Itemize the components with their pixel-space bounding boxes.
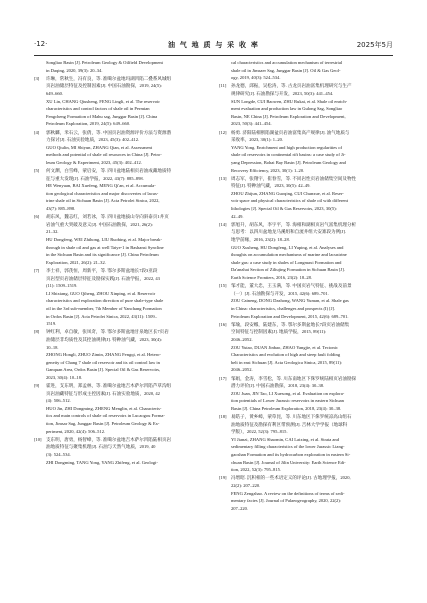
reference-line: GUO Qiulin, MI Shiyun, ZHANG Qian, et al. Assessment — [46, 144, 153, 150]
reference-entry — [219, 474, 393, 512]
reference-line: leum Geology & Experiment, 2023, 45(3): 402–412. — [46, 159, 142, 165]
reference-line: ZOU Yutao, DUAN Jinbao, ZHAO Yangjie, et al. Tectonic — [231, 344, 338, 350]
reference-line: 霍进，支东明，郑孟林，等. 准噶尔盆地吉木萨尔凹陷芦草沟组 — [46, 383, 172, 389]
page-number: ·12· — [34, 40, 48, 48]
reference-line: HU Dongfeng, WEI Zhihong, LIU Ruobing, et al. Major break- — [46, 237, 162, 243]
reference-line: 郭旭升，胡东风，李宇平，等. 海相和湖相页岩气富集机理分析 — [231, 221, 357, 227]
reference-number: [3] — [34, 75, 40, 81]
reference-line: through in shale oil and gas at well Taiye-1 in Bashansi Syncline — [46, 244, 164, 250]
reference-line: ZOU Juan, JIN Tao, LI Xuesong, et al. Evaluation on explora- — [231, 390, 345, 396]
reference-line: LI Shixiang, GUO Qiheng, ZHOU Xinping, et al. Reservoir — [46, 290, 156, 296]
reference-line: 胡东风，魏志红，刘若冰，等. 四川盆地拔山寺向斜泰页1井页 — [46, 214, 169, 220]
reference-line: 征与重大发现[J]. 石油学报，2022, 43(7): 885–898. — [46, 175, 144, 181]
reference-entry — [219, 221, 393, 282]
reference-line: 易皓子，黄乡嶂，蒙草昆，等. 川东地区下侏罗统凉高山组石 — [231, 414, 352, 420]
reference-entry — [34, 75, 208, 128]
header-rule — [34, 55, 393, 56]
reference-line: shale oil reservoirs in continental rift basins: a case study of Ji- — [231, 152, 346, 158]
reference-line: in Ordos Basin [J]. Acta Petrolei Sinica, 2022, 43(11): 1509– — [46, 313, 157, 319]
references-left-column — [34, 59, 208, 467]
reference-line: 2046–2052. — [231, 367, 253, 373]
reference-line: cal characteristics and accumulation mechanism of terrestrial — [231, 60, 343, 65]
reference-number: [12] — [219, 129, 227, 135]
reference-line: 潜力评价[J]. 中国石油勘探，2018, 23(4): 30–38. — [231, 383, 325, 389]
reference-line: 岩油气重大突破及意义[J]. 中国石油勘探，2021, 26(2): — [46, 221, 153, 227]
reference-line: 学版），2022, 52(3): 795–815. — [231, 429, 288, 435]
reference-line: tion, 2022, 52(3): 795–815. — [231, 467, 282, 473]
reference-line: Ganquan Area, Ordos Basin [J]. Special Oil & Gas Reservoirs, — [46, 367, 161, 373]
reference-line: yang Depression, Bohai Bay Basin [J]. Petroleum Geology and — [231, 159, 346, 165]
reference-line: characteristics and control factors of shale oil in Permian — [46, 106, 150, 112]
reference-line: 页岩油藏特征与形成主控因素[J]. 石油实验地质，2020, 42 — [46, 390, 160, 396]
reference-line: ogy, 2019, 40(3): 524–534. — [231, 75, 281, 81]
reference-number: [8] — [34, 329, 40, 335]
reference-entry — [219, 282, 393, 320]
reference-line: Fengcheng Formation of Mahu sag, Junggar Basin [J]. China — [46, 113, 158, 119]
reference-line: 207–220. — [231, 505, 249, 511]
reference-line: 页岩型页岩油储层特征及勘探实践[J]. 石油学报，2022, 43 — [46, 275, 160, 281]
journal-title: 油 气 地 质 与 采 收 率 — [167, 41, 260, 49]
reference-line: 特征[J]. 特种油气藏，2023, 30(5): 42–49. — [231, 183, 311, 189]
reference-line: characteristics and exploration direction of pure shale-type shale — [46, 298, 164, 304]
reference-line: 与思考：以四川盆地龙马溪组和自流井组大安寨段为例[J]. — [231, 229, 347, 235]
reference-line: 2046–2052. — [231, 336, 253, 342]
reference-line: 规律研究[J]. 石油勘探与开发，2023, 50(3): 441–454. — [231, 90, 334, 96]
reference-line: Characteristics and evolution of high and steep fault folding — [231, 352, 341, 358]
reference-line: Earth Science Frontiers, 2016, 23(2): 18–28. — [231, 275, 313, 280]
reference-entry — [219, 321, 393, 374]
reference-number: [7] — [34, 268, 40, 273]
reference-line: （一）[J]. 石油勘探与开发，2015, 42(6): 689–701. — [231, 290, 329, 296]
reference-line: 22(2): 207–220. — [231, 483, 261, 488]
reference-line: 油储层非均质性及其控油规律[J]. 特种油气藏，2023, 30(4): — [46, 336, 162, 342]
reference-line: methods and potential of shale oil resources in China [J]. Petro- — [46, 152, 162, 158]
reference-line: in China: characteristics, challenges and prospects (I) [J]. — [231, 305, 336, 311]
reference-line: GUO Xusheng, HU Dongfeng, LI Yuping, et al. Analyses and — [231, 244, 344, 250]
reference-line: in the Sichuan Basin and its significance [J]. China Petroleum — [46, 252, 159, 258]
reference-line: 油地质特征及勘探有利区带预测[J]. 吉林大学学报（地球科 — [231, 421, 348, 427]
reference-number: [13] — [219, 175, 227, 181]
reference-line: 2023, 50(3): 441–454. — [231, 121, 272, 127]
reference-line: 力探讨[J]. 石油实验地质，2023, 45(3): 402–412. — [46, 137, 140, 143]
reference-number: [15] — [219, 283, 227, 289]
reference-line: 李士祥，郭芪恒，周新平，等. 鄂尔多斯盆地长7段3亚段 — [46, 268, 158, 273]
reference-line: gaoshan Formation and its hydrocarbon exploration in eastern Si- — [231, 452, 351, 458]
reference-number: [6] — [34, 214, 40, 220]
reference-entry — [219, 82, 393, 128]
reference-line: HE Wenyuan, BAI Xuefeng, MENG Qi'an, et al. Accumula- — [46, 183, 156, 189]
reference-line: belt in east Sichuan [J]. Acta Geologica Sinica, 2015, 89(11): — [231, 359, 343, 365]
reference-line: 杨勇. 济阳陆相断陷湖盆页岩油富集高产规律[J]. 油气地质与 — [231, 129, 350, 135]
reference-line: ZHI Dongming, TANG Yong, YANG Zhifeng, et al. Geologi- — [46, 459, 158, 465]
reference-number: [14] — [219, 221, 227, 227]
reference-number: [17] — [219, 375, 227, 381]
reference-line: 何文渊，白雪峰，蒙启安，等. 四川盆地陆相页岩油成藏地质特 — [46, 168, 172, 174]
reference-number: [11] — [219, 83, 227, 89]
reference-line: tion geological characteristics and major discoveries of lacus- — [46, 190, 159, 196]
reference-line: chuan Basin [J]. Journal of Jilin University: Earth Science Edi- — [231, 459, 346, 465]
reference-entry — [219, 59, 393, 82]
reference-entry — [34, 328, 208, 381]
reference-line: 邹才能，董大忠，王玉满，等. 中国页岩气特征、挑战及前景 — [231, 283, 352, 289]
reference-line: Petroleum Exploration, 2019, 24(5): 649–660. — [46, 121, 131, 127]
reference-line: 邹瑜，段安娜，陆建东，等. 鄂尔多斯盆地长7段页岩油储集 — [231, 321, 350, 327]
reference-line: voir space and physical characteristics of shale oil with different — [231, 198, 348, 204]
reference-line: Basin [J]. China Petroleum Exploration, 2018, 23(4): 30–38. — [231, 405, 342, 411]
reference-line: shale gas: a case study in shales of Longmaxi Formation and — [231, 259, 342, 265]
reference-number: [16] — [219, 321, 227, 327]
reference-line: mentary facies [J]. Journal of Palaeogeography, 2020, 22(2): — [231, 498, 342, 504]
reference-line: 许琳，常秋生，冯有良，等. 准噶尔盆地玛湖凹陷二叠系风城组 — [46, 75, 172, 81]
reference-line: 10–18. — [46, 344, 59, 350]
reference-line: FENG Zengzhao. A review on the definitions of terms of sedi- — [231, 490, 345, 496]
reference-line: 冯增昭. 沉积相的一些术语定义的评论[J]. 古地理学报，2020, — [231, 475, 351, 481]
reference-line: Recovery Efficiency, 2023, 30(1): 1–20. — [231, 167, 305, 173]
reference-line: ZHONG Hongli, ZHUO Zimin, ZHANG Fengqi, et al. Hetero- — [46, 352, 161, 358]
reference-line: 孙龙德，邱振，吴松涛，等. 古龙页岩油富集机理研究与生产 — [231, 83, 352, 89]
reference-entry — [219, 375, 393, 413]
reference-line: ment evaluation and production law in Gulong Sag, Songliao — [231, 106, 343, 112]
reference-line: 邹娟，金涛，李雪松，等. 川东南地区下侏罗统陆相页岩油勘探 — [231, 375, 357, 381]
reference-line: periment, 2020, 42(4): 506–512. — [46, 428, 106, 434]
reference-line: tion potentials of Lower Jurassic reservoirs in eastern Sichuan — [231, 398, 344, 404]
reference-line: lithologies [J]. Special Oil & Gas Reservoirs, 2023, 30(5): — [231, 206, 337, 212]
reference-line: Songliao Basin [J]. Petroleum Geology & Oilfield Development — [46, 60, 163, 65]
reference-line: 页岩油储层特征及控制因素[J]. 中国石油勘探，2019, 24(5): — [46, 83, 162, 89]
reference-number: [4] — [34, 129, 40, 135]
reference-entry — [219, 175, 393, 221]
reference-line: Petroleum Exploration and Development, 2015, 42(6): 689–701. — [231, 313, 349, 319]
reference-entry — [34, 267, 208, 328]
reference-line: 空间特征与控制因素[J]. 地质学报，2015, 89(11): — [231, 329, 327, 335]
reference-number: [19] — [219, 475, 227, 481]
reference-line: Exploration, 2021, 26(2): 21–32. — [46, 259, 106, 265]
reference-line: 21–32. — [46, 229, 59, 235]
reference-line: (11): 1509–1519. — [46, 283, 78, 289]
reference-line: 42–49. — [231, 213, 244, 219]
reference-line: 油地质特征与聚集机理[J]. 石油与天然气地质，2019, 40 — [46, 444, 156, 450]
reference-entry — [219, 413, 393, 474]
reference-line: Da'anzhai Section of Ziliujing Formation in Sichuan Basin [J]. — [231, 267, 345, 273]
reference-line: 1519. — [46, 321, 57, 327]
reference-line: ZHOU Zhijun, ZHANG Guoqing, CUI Chunxue, et al. Reser- — [231, 190, 344, 196]
reference-number: [5] — [34, 168, 40, 174]
reference-line: HUO Jin, ZHI Dongming, ZHENG Menglin, et al. Characteris- — [46, 405, 162, 411]
reference-entry — [34, 59, 208, 74]
reference-line: sedimentary filling characteristics of the lower Jurassic Liang- — [231, 444, 345, 450]
reference-line: trine shale oil in Sichuan Basin [J]. Acta Petrolei Sinica, 2022, — [46, 198, 160, 204]
reference-line: XU Lin, CHANG Qiusheng, FENG Lingli, et al. The reservoir — [46, 98, 160, 104]
reference-entry — [34, 436, 208, 466]
reference-entry — [219, 129, 393, 175]
reference-line: 郭秋麟，米石云，张倩，等. 中国页岩油资源评价方法与资源潜 — [46, 129, 172, 135]
reference-line: (3): 524–534. — [46, 452, 71, 458]
reference-line: ZOU Caineng, DONG Dazhong, WANG Yuman, et al. Shale gas — [231, 298, 349, 304]
reference-line: oil in the 3rd sub-member, 7th Member of Yanchang Formation — [46, 305, 162, 311]
reference-line: YANG Yong. Enrichment and high production regularities of — [231, 144, 343, 150]
references-right-column — [219, 59, 393, 513]
reference-entry — [34, 167, 208, 213]
page-header — [34, 40, 393, 54]
reference-line: 2023, 30(4): 10–18. — [46, 374, 83, 380]
reference-entry — [34, 129, 208, 167]
reference-line: 支东明，唐勇，杨智峰，等. 准噶尔盆地吉木萨尔凹陷陆相页岩 — [46, 436, 172, 442]
reference-entry — [34, 382, 208, 435]
reference-line: 钟红利，卓自敏，张凤奇，等. 鄂尔多斯盆地甘泉地区长7页岩 — [46, 329, 169, 335]
reference-line: 地学前缘，2016, 23(2): 18–28. — [231, 237, 290, 243]
reference-line: Basin, NE China [J]. Petroleum Exploration and Development, — [231, 113, 346, 119]
reference-line: 649–660. — [46, 90, 64, 96]
reference-line: shale oil in Jimsaer Sag, Junggar Basin [J]. Oil & Gas Geol- — [231, 67, 341, 73]
reference-line: (4): 506–512. — [46, 398, 71, 404]
reference-line: YI Jianzi, ZHANG Shaomin, CAI Laixing, et al. Strata and — [231, 436, 339, 442]
reference-line: 采收率，2023, 30(1): 1–20. — [231, 137, 284, 143]
reference-line: geneity of Chang 7 shale oil reservoir and its oil control law in — [46, 359, 160, 365]
reference-number: [9] — [34, 383, 40, 389]
reference-line: SUN Longde, CUI Baowen, ZHU Rukai, et al. Shale oil enrich- — [231, 98, 348, 104]
reference-line: tics and main controls of shale oil reservoirs in Lucaogou Forma- — [46, 413, 165, 419]
reference-line: thoughts on accumulation mechanisms of marine and lacustrine — [231, 252, 347, 258]
reference-line: 43(7): 885–898. — [46, 206, 76, 212]
reference-line: 周志军，张翔宇，崔春雪，等. 不同岩性页岩油储集空间及物性 — [231, 175, 357, 181]
issue-date: 2025年5月 — [356, 41, 393, 49]
reference-line: in Daqing, 2020, 39(3): 20–34. — [46, 67, 103, 73]
reference-entry — [34, 213, 208, 266]
reference-number: [18] — [219, 414, 227, 420]
reference-line: tion, Jimsar Sag, Junggar Basin [J]. Petroleum Geology & Ex- — [46, 421, 160, 427]
reference-number: [10] — [34, 436, 42, 442]
